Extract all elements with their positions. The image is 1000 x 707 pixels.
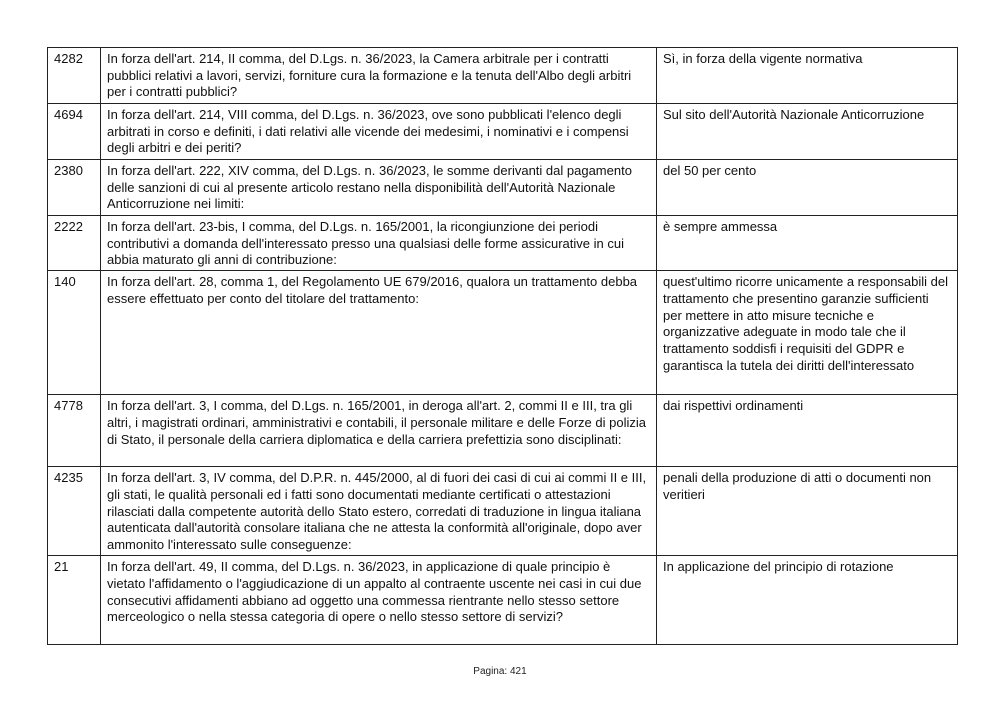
row-question: In forza dell'art. 3, I comma, del D.Lgs. n. 165/2001, in deroga all'art. 2, commi II e III, tra gli altri, i magistrati ordinari, amministrativi e contabili, il personale militare e delle Forze di polizia di Stato, il personale della carriera diplomatica e della carriera prefettizia sono disciplinati:	[101, 395, 657, 467]
row-answer: quest'ultimo ricorre unicamente a responsabili del trattamento che presentino garanzie sufficienti per mettere in atto misure tecniche e organizzative adeguate in modo tale che il trattamento soddisfi i requisiti del GDPR e garantisca la tutela dei diritti dell'interessato	[657, 271, 958, 395]
row-id: 4694	[48, 104, 101, 160]
table-row	[48, 271, 958, 395]
row-question: In forza dell'art. 28, comma 1, del Regolamento UE 679/2016, qualora un trattamento debba essere effettuato per conto del titolare del trattamento:	[101, 271, 657, 395]
table-row	[48, 467, 958, 556]
qa-table	[47, 47, 958, 645]
row-question: In forza dell'art. 214, II comma, del D.Lgs. n. 36/2023, la Camera arbitrale per i contratti pubblici relativi a lavori, servizi, forniture cura la formazione e la tenuta dell'Albo degli arbitri per i contratti pubblici?	[101, 48, 657, 104]
row-id: 21	[48, 556, 101, 645]
table-row	[48, 395, 958, 467]
row-answer: In applicazione del principio di rotazione	[657, 556, 958, 645]
row-id: 2380	[48, 160, 101, 216]
table-row	[48, 160, 958, 216]
row-question: In forza dell'art. 214, VIII comma, del D.Lgs. n. 36/2023, ove sono pubblicati l'elenco degli arbitrati in corso e definiti, i dati relativi alle vicende dei medesimi, i nominativi e i compensi degli arbitri e dei periti?	[101, 104, 657, 160]
table-row	[48, 104, 958, 160]
row-answer: dai rispettivi ordinamenti	[657, 395, 958, 467]
row-id: 4778	[48, 395, 101, 467]
table-row	[48, 216, 958, 271]
page-number: Pagina: 421	[473, 666, 527, 677]
row-id: 4235	[48, 467, 101, 556]
row-answer: penali della produzione di atti o documenti non veritieri	[657, 467, 958, 556]
row-question: In forza dell'art. 49, II comma, del D.Lgs. n. 36/2023, in applicazione di quale principio è vietato l'affidamento o l'aggiudicazione di un appalto al contraente uscente nei casi in cui due consecutivi affidamenti abbiano ad oggetto una commessa rientrante nello stesso settore merceologico o nella stessa categoria di opere o nello stesso settore di servizi?	[101, 556, 657, 645]
table-row	[48, 556, 958, 645]
row-id: 4282	[48, 48, 101, 104]
row-question: In forza dell'art. 3, IV comma, del D.P.R. n. 445/2000, al di fuori dei casi di cui ai commi II e III, gli stati, le qualità personali ed i fatti sono documentati mediante certificati o attestazioni rilasciati dalla competente autorità dello Stato estero, corredati di traduzione in lingua italiana autenticata dall'autorità consolare italiana che ne attesta la conformità all'originale, dopo aver ammonito l'interessato sulle conseguenze:	[101, 467, 657, 556]
row-question: In forza dell'art. 222, XIV comma, del D.Lgs. n. 36/2023, le somme derivanti dal pagamento delle sanzioni di cui al presente articolo restano nella disponibilità dell'Autorità Nazionale Anticorruzione nei limiti:	[101, 160, 657, 216]
table-row	[48, 48, 958, 104]
row-id: 140	[48, 271, 101, 395]
row-question: In forza dell'art. 23-bis, I comma, del D.Lgs. n. 165/2001, la ricongiunzione dei periodi contributivi a domanda dell'interessato presso una qualsiasi delle forme assicurative in cui abbia maturato gli anni di contribuzione:	[101, 216, 657, 271]
row-answer: Sì, in forza della vigente normativa	[657, 48, 958, 104]
row-id: 2222	[48, 216, 101, 271]
row-answer: è sempre ammessa	[657, 216, 958, 271]
row-answer: del 50 per cento	[657, 160, 958, 216]
row-answer: Sul sito dell'Autorità Nazionale Anticorruzione	[657, 104, 958, 160]
